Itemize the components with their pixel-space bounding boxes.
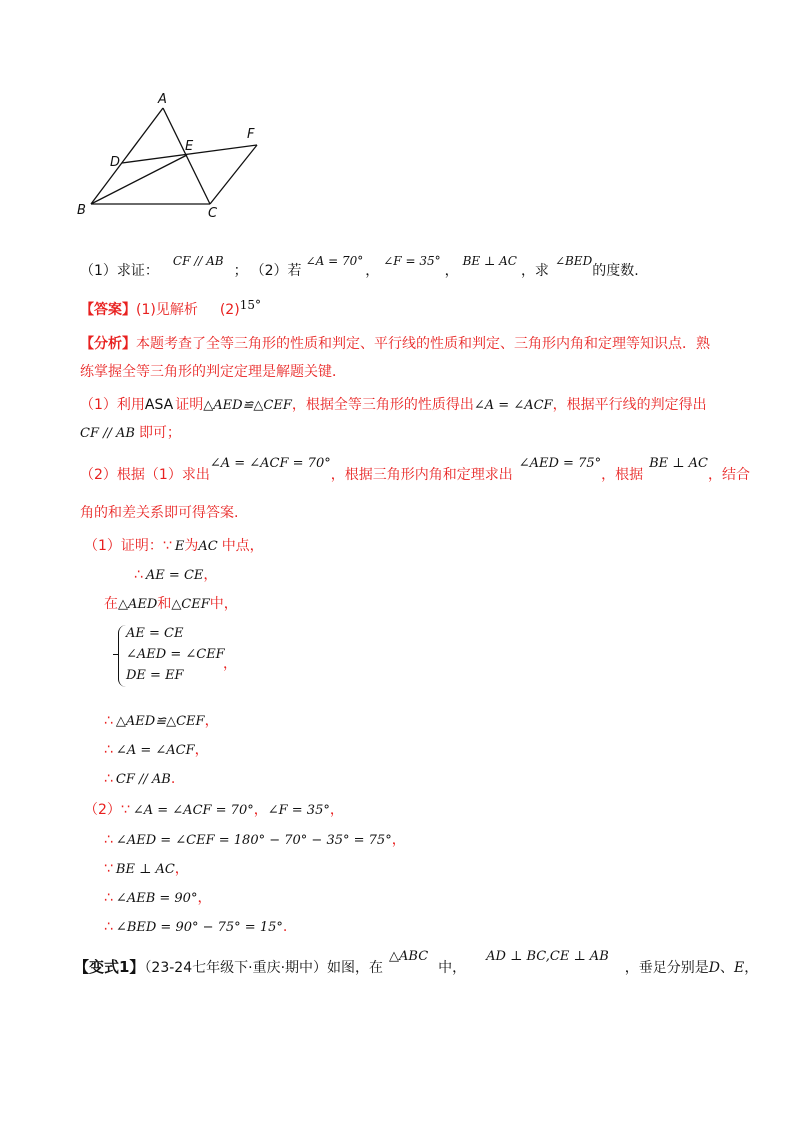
therefore-symbol: ∴ bbox=[134, 567, 142, 583]
proof-s3-tail: 中， bbox=[209, 596, 238, 612]
question-perp: BE ⊥ AC bbox=[462, 254, 517, 268]
question-angle-f: ∠F = 35° bbox=[383, 254, 441, 268]
proof-p2-l4: ∠AEB = 90° bbox=[115, 891, 198, 906]
variant-triangle: △ABC bbox=[389, 949, 429, 964]
proof-s1-tail: 中点， bbox=[221, 538, 264, 554]
analysis-p2-equation: ∠A = ∠ACF = 70° bbox=[209, 456, 331, 471]
proof-p2-l1tail: ， bbox=[329, 802, 344, 818]
variant-e: E bbox=[734, 960, 745, 976]
figure-label-f: F bbox=[247, 127, 255, 142]
answer-tag: 【答案】 bbox=[80, 302, 136, 318]
variant-tail: ， bbox=[744, 960, 759, 976]
segment-ab bbox=[91, 108, 163, 204]
proof-part2-line-1 bbox=[84, 802, 344, 819]
proof-step-6 bbox=[104, 771, 175, 788]
question-comma-1: ， bbox=[365, 263, 380, 279]
proof-p1-prefix: （1）证明： bbox=[84, 538, 163, 554]
analysis-p1-equation: ∠A = ∠ACF bbox=[473, 398, 553, 413]
proof-s3-and: 和 bbox=[157, 596, 172, 612]
analysis-p1-c: ，根据全等三角形的性质得出 bbox=[291, 397, 474, 413]
answer-part1: (1)见解析 bbox=[136, 302, 198, 318]
analysis-p1-a: （1）利用 bbox=[80, 397, 145, 413]
geometry-figure bbox=[0, 0, 800, 230]
proof-p2-l5: ∠BED = 90° − 75° = 15° bbox=[115, 920, 283, 935]
segment-be bbox=[91, 155, 187, 204]
question-part1-prefix: （1）求证： bbox=[80, 263, 159, 279]
analysis-point-2-cont: 角的和差关系即可得答案. bbox=[80, 505, 239, 521]
therefore-symbol: ∴ bbox=[104, 742, 112, 758]
question-tail: 的度数. bbox=[592, 263, 639, 279]
question-part2-prefix: （2）若 bbox=[257, 263, 302, 279]
analysis-point-1 bbox=[80, 397, 707, 414]
figure-label-d: D bbox=[110, 155, 121, 170]
because-symbol: ∵ bbox=[120, 802, 129, 818]
proof-p2-l3: BE ⊥ AC bbox=[115, 862, 175, 877]
question-part1-math: CF // AB bbox=[172, 254, 224, 268]
proof-s3-triangle-2: △CEF bbox=[171, 597, 210, 612]
proof-p2-prefix: （2） bbox=[84, 802, 121, 818]
question-part1-sep: ； bbox=[233, 263, 248, 279]
system-tail: ， bbox=[223, 656, 237, 672]
proof-p2-l1sep: ， bbox=[253, 802, 268, 818]
therefore-symbol: ∴ bbox=[104, 890, 112, 906]
figure-label-b: B bbox=[77, 203, 86, 218]
system-line-3: DE = EF bbox=[126, 668, 184, 683]
analysis-p1-d: ，根据平行线的判定得出 bbox=[552, 397, 707, 413]
question-comma-2: ， bbox=[444, 263, 459, 279]
question-angle-a: ∠A = 70° bbox=[305, 254, 364, 268]
variant-line bbox=[74, 946, 759, 976]
analysis-p2-c: ，根据 bbox=[601, 467, 644, 483]
analysis-p2-a: （2）根据（1）求出 bbox=[80, 467, 210, 483]
proof-s1-ac: AC bbox=[198, 539, 218, 554]
analysis-line-2: 练掌握全等三角形的判定定理是解题关键． bbox=[80, 364, 346, 380]
analysis-p2-d: ，结合 bbox=[708, 467, 750, 483]
answer-part2-value: 15° bbox=[239, 298, 261, 312]
proof-part2-line-5 bbox=[104, 919, 287, 936]
therefore-symbol: ∴ bbox=[104, 771, 112, 787]
proof-s4-tail: ， bbox=[204, 713, 219, 729]
analysis-point-2 bbox=[80, 455, 750, 483]
proof-p2-l4tail: ， bbox=[197, 890, 212, 906]
proof-part2-line-3 bbox=[104, 861, 189, 878]
analysis-p2-aed: ∠AED = 75° bbox=[518, 456, 602, 471]
variant-source: （23-24七年级下·重庆·期中） bbox=[144, 960, 328, 976]
proof-step-3 bbox=[104, 596, 238, 613]
proof-p2-l2tail: ， bbox=[391, 832, 406, 848]
proof-part2-line-4 bbox=[104, 890, 211, 907]
proof-s1-e: E bbox=[174, 539, 185, 554]
proof-step-2 bbox=[134, 567, 217, 584]
analysis-line-1 bbox=[80, 336, 710, 353]
analysis-p2-perp: BE ⊥ AC bbox=[649, 456, 708, 471]
proof-s3-in: 在 bbox=[104, 596, 118, 612]
answer-part2-prefix: (2) bbox=[219, 302, 240, 318]
proof-s1-mid: 为 bbox=[184, 538, 199, 554]
proof-s4-math: △AED≌△CEF bbox=[115, 714, 205, 729]
proof-s2-math: AE = CE bbox=[145, 568, 204, 583]
analysis-p1-asa: ASA bbox=[144, 397, 174, 413]
analysis-p1-b: 证明 bbox=[175, 397, 204, 413]
proof-s2-tail: ， bbox=[203, 567, 218, 583]
proof-s5-tail: ， bbox=[194, 742, 209, 758]
system-line-1: AE = CE bbox=[126, 626, 184, 641]
variant-d: D bbox=[708, 960, 720, 976]
proof-step-1 bbox=[84, 538, 264, 555]
analysis-text-1: 本题考查了全等三角形的性质和判定、平行线的性质和判定、三角形内角和定理等知识点．熟 bbox=[136, 336, 710, 352]
proof-s3-triangle-1: △AED bbox=[118, 597, 158, 612]
system-line-2: ∠AED = ∠CEF bbox=[126, 647, 225, 662]
proof-part2-line-2 bbox=[104, 832, 406, 849]
proof-s5-math: ∠A = ∠ACF bbox=[115, 743, 195, 758]
proof-p2-l5tail: . bbox=[282, 919, 288, 935]
variant-text-a: 如图，在 bbox=[327, 960, 384, 976]
variant-text-c: ，垂足分别是 bbox=[624, 960, 709, 976]
analysis-tag: 【分析】 bbox=[80, 336, 136, 352]
analysis-p2-b: ，根据三角形内角和定理求出 bbox=[330, 467, 513, 483]
proof-step-4 bbox=[104, 713, 219, 730]
proof-s6-tail: . bbox=[170, 771, 176, 787]
proof-p2-l1b: ∠F = 35° bbox=[267, 803, 330, 818]
therefore-symbol: ∴ bbox=[104, 832, 112, 848]
figure-label-c: C bbox=[208, 206, 218, 221]
question-line bbox=[80, 253, 639, 279]
analysis-p1-e: 即可； bbox=[138, 425, 181, 441]
analysis-p1-congruence: △AED≌△CEF bbox=[203, 398, 292, 413]
therefore-symbol: ∴ bbox=[104, 919, 112, 935]
question-comma-3: ，求 bbox=[520, 263, 549, 279]
proof-s6-math: CF // AB bbox=[115, 772, 171, 787]
proof-step-5 bbox=[104, 742, 209, 759]
proof-p2-l1a: ∠A = ∠ACF = 70° bbox=[132, 803, 254, 818]
variant-sep: 、 bbox=[720, 960, 734, 976]
because-symbol: ∵ bbox=[162, 538, 171, 554]
variant-tag: 【变式1】 bbox=[74, 958, 145, 976]
figure-label-e: E bbox=[185, 139, 194, 154]
segment-cf bbox=[210, 145, 257, 204]
answer-line bbox=[80, 298, 261, 319]
variant-text-b: 中， bbox=[438, 960, 467, 976]
analysis-p1-parallel: CF // AB bbox=[80, 426, 135, 441]
proof-p2-l3tail: ， bbox=[174, 861, 189, 877]
proof-p2-l2: ∠AED = ∠CEF = 180° − 70° − 35° = 75° bbox=[115, 833, 392, 848]
therefore-symbol: ∴ bbox=[104, 713, 112, 729]
figure-label-a: A bbox=[158, 92, 167, 107]
variant-condition: AD ⊥ BC,CE ⊥ AB bbox=[486, 949, 609, 964]
because-symbol: ∵ bbox=[104, 861, 112, 877]
question-angle-bed: ∠BED bbox=[554, 254, 593, 268]
analysis-point-1-cont bbox=[80, 425, 181, 442]
